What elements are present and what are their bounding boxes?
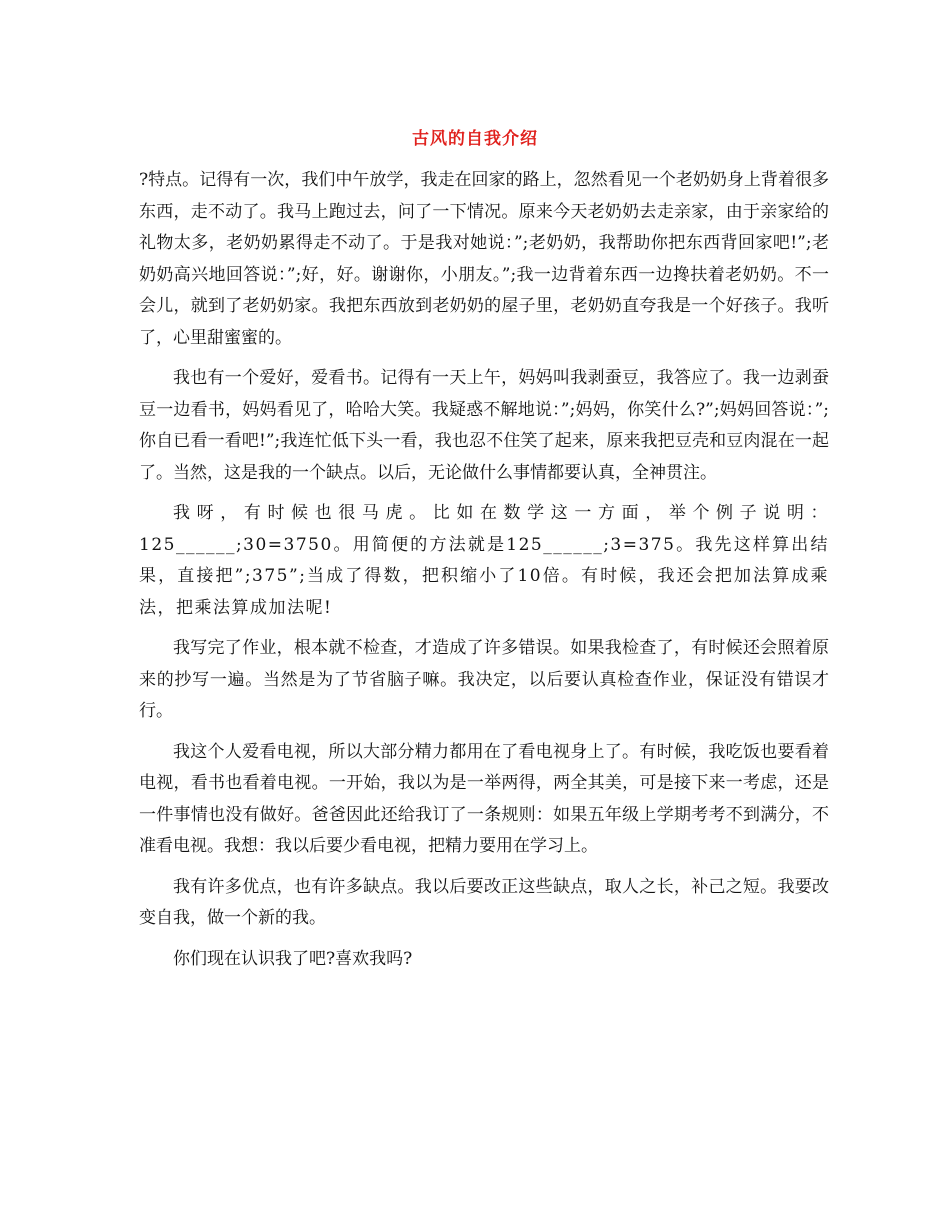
paragraph-homework-checking: 我写完了作业，根本就不检查，才造成了许多错误。如果我检查了，有时候还会照着原来的抄写一遍。当然是为了节省脑子嘛。我决定，以后要认真检查作业，保证没有错误才行。 bbox=[139, 638, 829, 721]
paragraph-strengths-weaknesses: 我有许多优点，也有许多缺点。我以后要改正这些缺点，取人之长，补己之短。我要改变自我，做一个新的我。 bbox=[139, 876, 829, 928]
document-body bbox=[139, 165, 829, 984]
paragraph-watching-tv: 我这个人爱看电视，所以大部分精力都用在了看电视身上了。有时候，我吃饭也要看着电视，看书也看着电视。一开始，我以为是一举两得，两全其美，可是接下来一考虑，还是一件事情也没有做好。爸爸因此还给我订了一条规则：如果五年级上学期考考不到满分，不准看电视。我想：我以后要少看电视，把精力要用在学习上。 bbox=[139, 741, 829, 856]
paragraph-reading-hobby: 我也有一个爱好，爱看书。记得有一天上午，妈妈叫我剥蚕豆，我答应了。我一边剥蚕豆一边看书，妈妈看见了，哈哈大笑。我疑惑不解地说：”;妈妈，你笑什么?”;妈妈回答说：”;你自已看一看吧!”;我连忙低下头一看，我也忍不住笑了起来，原来我把豆壳和豆肉混在一起了。当然，这是我的一个缺点。以后，无论做什么事情都要认真，全神贯注。 bbox=[139, 368, 829, 483]
paragraph-helping-grandma: ?特点。记得有一次，我们中午放学，我走在回家的路上，忽然看见一个老奶奶身上背着很多东西，走不动了。我马上跑过去，问了一下情况。原来今天老奶奶去走亲家，由于亲家给的礼物太多，老奶奶累得走不动了。于是我对她说：”;老奶奶，我帮助你把东西背回家吧!”;老奶奶高兴地回答说：”;好，好。谢谢你，小朋友。”;我一边背着东西一边搀扶着老奶奶。不一会儿，就到了老奶奶家。我把东西放到老奶奶的屋子里，老奶奶直夸我是一个好孩子。我听了，心里甜蜜蜜的。 bbox=[139, 170, 829, 348]
paragraph-closing-question: 你们现在认识我了吧?喜欢我吗? bbox=[173, 948, 413, 969]
paragraph-careless-math: 我呀，有时候也很马虎。比如在数学这一方面，举个例子说明：125______;30=3750。用简便的方法就是125______;3=375。我先这样算出结果，直接把”;375”;当成了得数，把积缩小了10倍。有时候，我还会把加法算成乘法，把乘法算成加法呢! bbox=[139, 503, 829, 618]
document-title: 古风的自我介绍 bbox=[412, 129, 538, 149]
